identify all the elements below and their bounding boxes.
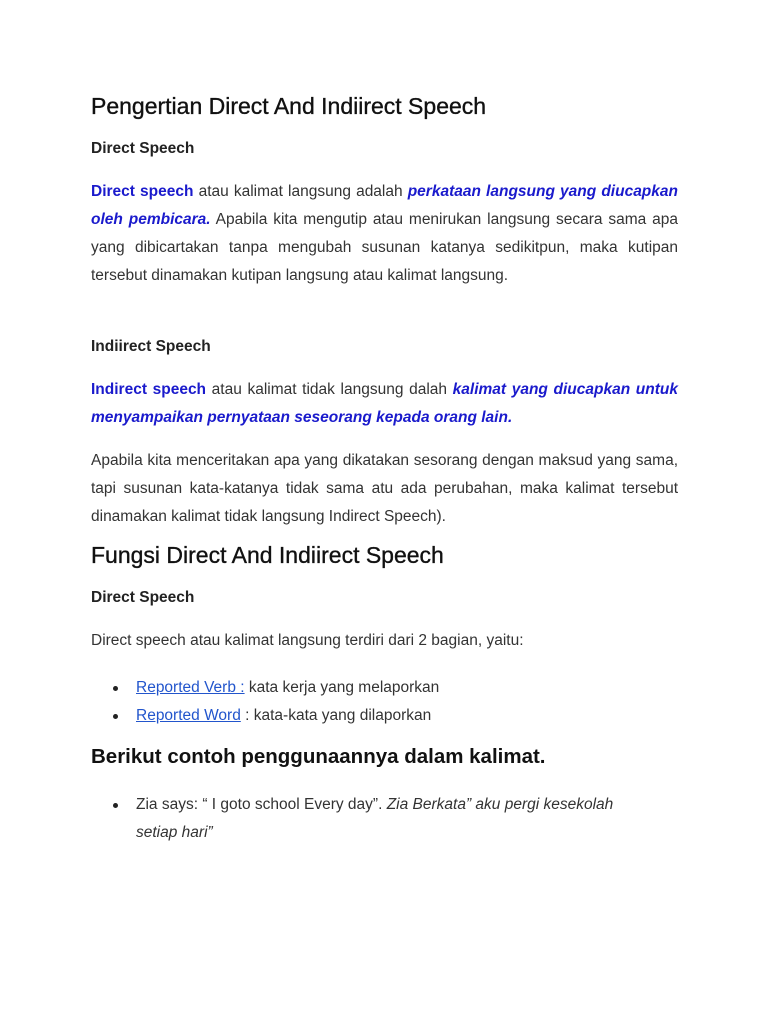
list-item-text: kata kerja yang melaporkan [244,679,440,696]
bullet-icon [113,714,118,719]
emphasis-direct-definition: perkataan langsung yang diucapkan oleh pembicara. [91,183,678,228]
term-direct-speech: Direct speech [91,183,194,200]
paragraph-direct-speech-parts: Direct speech atau kalimat langsung terdiri dari 2 bagian, yaitu: [91,632,524,649]
heading-direct-speech: Direct Speech [91,140,195,157]
term-indirect-speech: Indirect speech [91,381,207,398]
paragraph-indirect-speech-definition [91,376,678,432]
text-fragment: atau kalimat tidak langsung dalah [206,381,453,398]
link-reported-word[interactable]: Reported Word [136,707,241,724]
bullet-icon [113,686,118,691]
section-title-pengertian: Pengertian Direct And Indiirect Speech [91,93,487,119]
example-indonesian: Zia Berkata” aku pergi kesekolah setiap hari” [136,796,614,841]
heading-indirect-speech: Indiirect Speech [91,338,211,355]
heading-direct-speech-2: Direct Speech [91,589,195,606]
link-reported-verb[interactable]: Reported Verb : [136,679,245,696]
bullet-icon [113,803,118,808]
paragraph-indirect-explanation: Apabila kita menceritakan apa yang dikatakan sesorang dengan maksud yang sama, tapi susunan kata-katanya tidak sama atu ada perubahan, maka kalimat tersebut dinamakan kalimat tidak langsung Indirect Speech). [91,452,678,525]
list-item [91,702,678,730]
example-english: Zia says: “ I goto school Every day”. [136,796,387,813]
text-fragment: atau kalimat langsung adalah [193,183,408,200]
bullet-list-examples [91,791,678,847]
section-title-contoh: Berikut contoh penggunaannya dalam kalimat. [91,745,546,768]
list-item [91,674,678,702]
section-title-fungsi: Fungsi Direct And Indiirect Speech [91,542,444,568]
list-item-text: : kata-kata yang dilaporkan [240,707,432,724]
paragraph-direct-speech-definition [91,178,678,290]
emphasis-indirect-definition: kalimat yang diucapkan untuk menyampaikan pernyataan seseorang kepada orang lain. [91,381,678,426]
bullet-list-parts [91,674,678,730]
list-item [91,791,678,847]
text-fragment: Apabila kita mengutip atau menirukan langsung secara sama apa yang dibicartakan tanpa mengubah susunan katanya sedikitpun, maka kutipan tersebut dinamakan kutipan langsung atau kalimat langsung. [91,211,678,284]
